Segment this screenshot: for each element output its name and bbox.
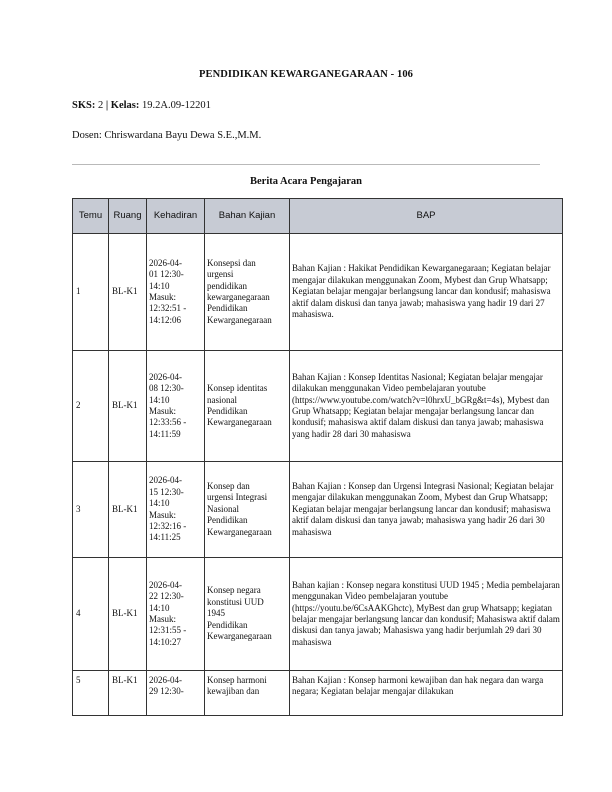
table-row — [73, 234, 563, 351]
cell-bahan-kajian: Konsep dan urgensi Integrasi Nasional Pendidikan Kewarganegaraan — [205, 462, 290, 558]
cell-temu: 5 — [73, 671, 109, 716]
cell-temu: 3 — [73, 462, 109, 558]
header-temu: Temu — [73, 199, 109, 234]
header-kehadiran: Kehadiran — [147, 199, 205, 234]
cell-kehadiran: 2026-04- 01 12:30- 14:10 Masuk: 12:32:51 - 14:12:06 — [147, 234, 205, 351]
cell-ruang: BL-K1 — [109, 234, 147, 351]
table-row — [73, 462, 563, 558]
cell-bap: Bahan Kajian : Hakikat Pendidikan Kewarganegaraan; Kegiatan belajar mengajar dilakukan menggunakan Zoom, Mybest dan Grup Whatsapp; Kegiatan belajar mengajar berlangsung lancar dan kondusif; mahasiswa aktif dalam diskusi dan tanya jawab; mahasiswa yang hadir 19 dari 27 mahasiswa. — [290, 234, 563, 351]
table-header-row — [73, 199, 563, 234]
sks-label: SKS: — [72, 100, 96, 111]
cell-temu: 2 — [73, 351, 109, 462]
cell-bahan-kajian: Konsep identitas nasional Pendidikan Kewarganegaraan — [205, 351, 290, 462]
sks-value: 2 — [97, 100, 104, 111]
table-row — [73, 671, 563, 716]
cell-kehadiran: 2026-04- 22 12:30- 14:10 Masuk: 12:31:55 - 14:10:27 — [147, 558, 205, 671]
cell-bap: Bahan Kajian : Konsep harmoni kewajiban dan hak negara dan warga negara; Kegiatan belajar mengajar dilakukan — [290, 671, 563, 716]
section-title: Berita Acara Pengajaran — [250, 176, 362, 187]
cell-bap: Bahan kajian : Konsep negara konstitusi UUD 1945 ; Media pembelajaran menggunakan Video pembelajaran youtube (https://youtu.be/6CsAAKGhctc), MyBest dan grup Whatsapp; kegiatan belajar mengajar berlangsung lancar dan kondusif; Mahasiswa aktif dalam diskusi dan tanya jawab; Mahasiswa yang hadir berjumlah 29 dari 30 mahasiswa — [290, 558, 563, 671]
cell-bap: Bahan Kajian : Konsep Identitas Nasional; Kegiatan belajar mengajar dilakukan menggunakan Video pembelajaran youtube (https://www.youtube.com/watch?v=l0hrxU_bGRg&t=4s), Mybest dan Grup Whatsapp; Kegiatan belajar mengajar berlangsung lancar dan kondusif; mahasiswa aktif dalam diskusi dan tanya jawab; mahasiswa yang hadir 28 dari 30 mahasiswa — [290, 351, 563, 462]
lecturer-line: Dosen: Chriswardana Bayu Dewa S.E.,M.M. — [72, 130, 262, 141]
cell-bahan-kajian: Konsepsi dan urgensi pendidikan kewarganegaraan Pendidikan Kewarganegaraan — [205, 234, 290, 351]
cell-ruang: BL-K1 — [109, 671, 147, 716]
cell-ruang: BL-K1 — [109, 351, 147, 462]
teaching-report-table — [72, 198, 563, 716]
cell-temu: 1 — [73, 234, 109, 351]
cell-kehadiran: 2026-04- 15 12:30- 14:10 Masuk: 12:32:16 - 14:11:25 — [147, 462, 205, 558]
course-info — [72, 100, 211, 111]
cell-kehadiran: 2026-04- 29 12:30- — [147, 671, 205, 716]
cell-ruang: BL-K1 — [109, 462, 147, 558]
cell-kehadiran: 2026-04- 08 12:30- 14:10 Masuk: 12:33:56 - 14:11:59 — [147, 351, 205, 462]
table-row — [73, 558, 563, 671]
course-title: PENDIDIKAN KEWARGANEGARAAN - 106 — [198, 69, 414, 80]
cell-bahan-kajian: Konsep negara konstitusi UUD 1945 Pendidikan Kewarganegaraan — [205, 558, 290, 671]
kelas-value: 19.2A.09-12201 — [141, 100, 211, 111]
cell-bahan-kajian: Konsep harmoni kewajiban dan — [205, 671, 290, 716]
header-ruang: Ruang — [109, 199, 147, 234]
header-bap: BAP — [290, 199, 563, 234]
header-bahan-kajian: Bahan Kajian — [205, 199, 290, 234]
cell-temu: 4 — [73, 558, 109, 671]
divider — [72, 164, 540, 165]
kelas-label: Kelas: — [110, 100, 140, 111]
table-row — [73, 351, 563, 462]
info-separator: | — [105, 100, 109, 111]
cell-bap: Bahan Kajian : Konsep dan Urgensi Integrasi Nasional; Kegiatan belajar mengajar dilakukan menggunakan Zoom, Mybest dan Grup Whatsapp; Kegiatan belajar mengajar berlangsung lancar dan kondusif; mahasiswa aktif dalam diskusi dan tanya jawab; mahasiswa yang hadir 26 dari 30 mahasiswa — [290, 462, 563, 558]
cell-ruang: BL-K1 — [109, 558, 147, 671]
